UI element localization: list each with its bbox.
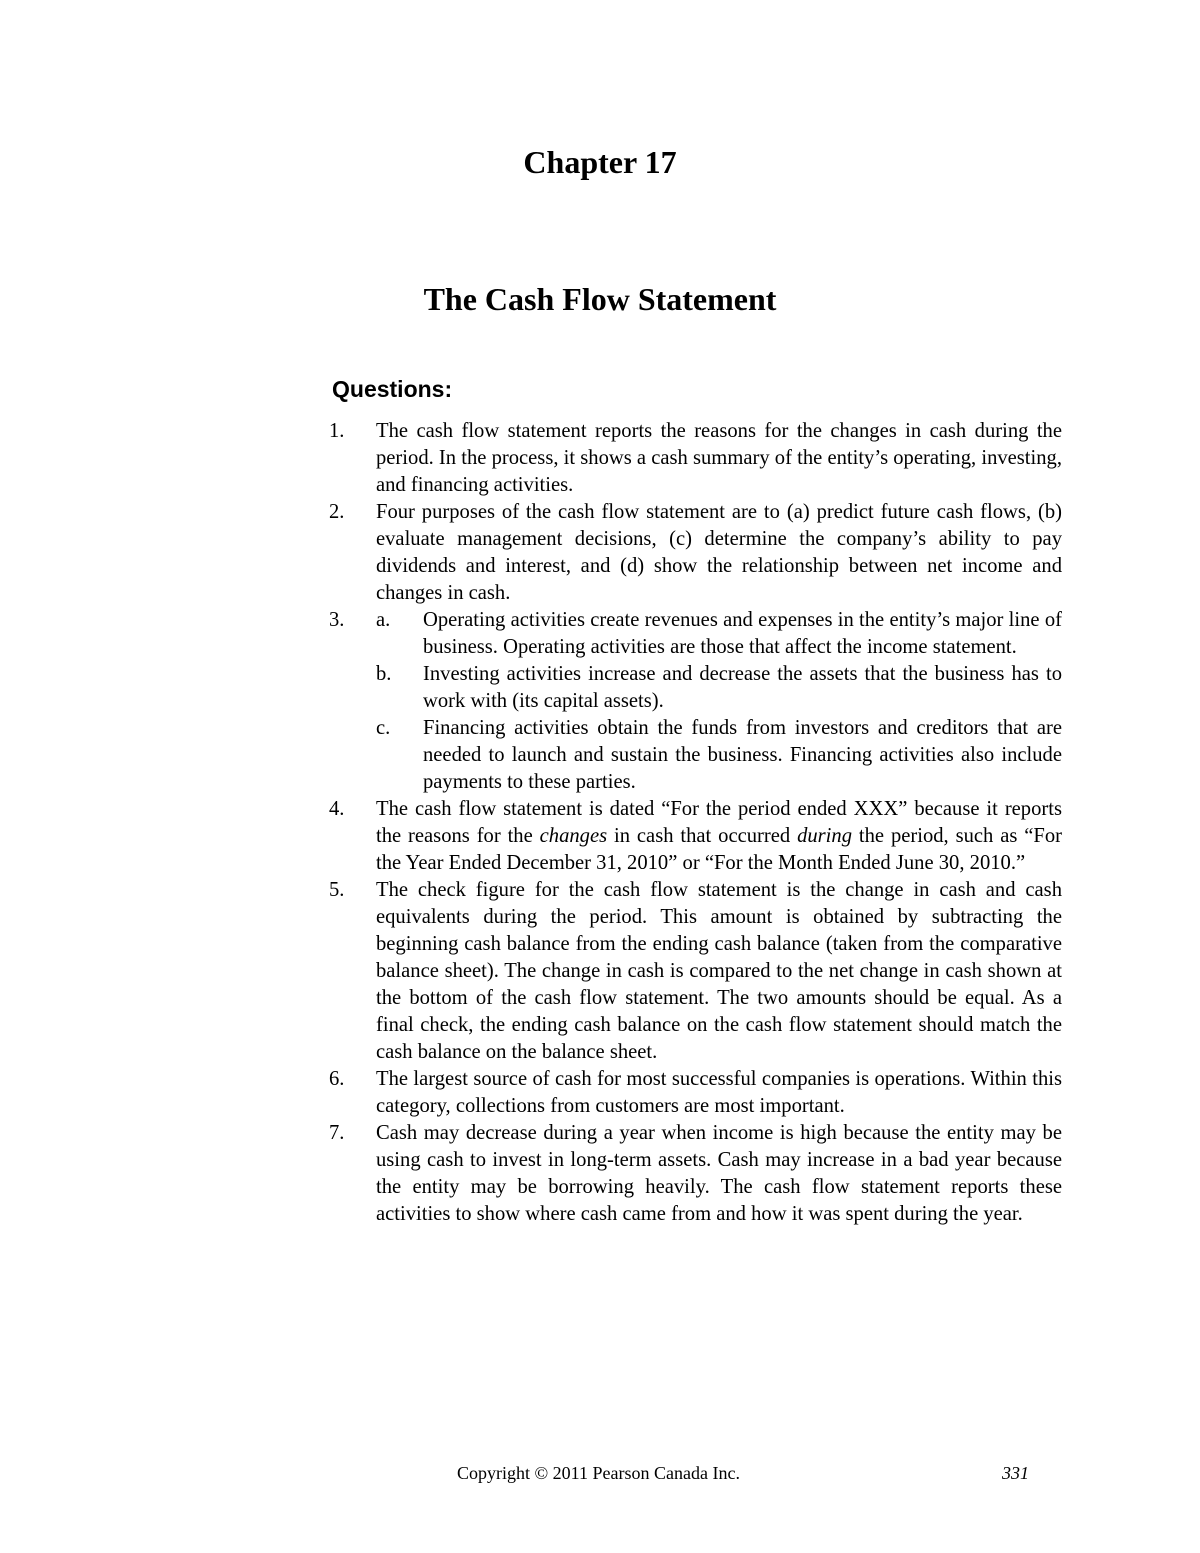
sub-answer-b xyxy=(376,661,1062,715)
sub-answer-letter: b. xyxy=(376,663,392,685)
question-number: 3. xyxy=(329,609,345,631)
question-item-6 xyxy=(329,1066,1062,1120)
question-text: Cash may decrease during a year when income is high because the entity may be using cash to invest in long-term assets. Cash may increase in a bad year because the entity may be borrowing heavily. The cash flow statement reports these activities to show where cash came from and how it was spent during the year. xyxy=(376,1122,1062,1225)
question-text: The cash flow statement reports the reasons for the changes in cash during the period. In the process, it shows a cash summary of the entity’s operating, investing, and financing activities. xyxy=(376,420,1062,496)
question-text-part: the period, such as “For the Year Ended December 31, 2010” or “For the Month Ended June 30, 2010.” xyxy=(376,825,1063,874)
question-number: 4. xyxy=(329,798,345,820)
question-number: 2. xyxy=(329,501,345,523)
question-item-5 xyxy=(329,877,1062,1066)
sub-answer-c xyxy=(376,715,1062,796)
question-text-part: in cash that occurred xyxy=(607,825,798,847)
question-text-part: The cash flow statement is dated “For the period ended XXX” because it reports the reasons for the xyxy=(376,798,1062,847)
question-item-3 xyxy=(329,607,1062,796)
questions-list xyxy=(329,418,1062,1228)
sub-answer-letter: a. xyxy=(376,609,391,631)
sub-answer-text: Investing activities increase and decrease the assets that the business has to work with (its capital assets). xyxy=(423,663,1062,712)
sub-answer-text: Operating activities create revenues and expenses in the entity’s major line of business. Operating activities are those that affect the income statement. xyxy=(423,609,1062,658)
page-number: 331 xyxy=(1002,1463,1029,1483)
sub-answer-a xyxy=(376,607,1062,661)
page-footer xyxy=(0,1460,1200,1486)
question-item-2 xyxy=(329,499,1062,607)
question-text: The check figure for the cash flow statement is the change in cash and cash equivalents during the period. This amount is obtained by subtracting the beginning cash balance from the ending cash balance (taken from the comparative balance sheet). The change in cash is compared to the net change in cash shown at the bottom of the cash flow statement. The two amounts should be equal. As a final check, the ending cash balance on the cash flow statement should match the cash balance on the balance sheet. xyxy=(376,879,1062,1063)
question-number: 7. xyxy=(329,1122,345,1144)
question-text xyxy=(376,798,1062,874)
question-item-7 xyxy=(329,1120,1062,1228)
question-text: The largest source of cash for most successful companies is operations. Within this category, collections from customers are most important. xyxy=(376,1068,1062,1117)
sub-answer-list xyxy=(376,607,1062,796)
sub-answer-text: Financing activities obtain the funds from investors and creditors that are needed to launch and sustain the business. Financing activities also include payments to these parties. xyxy=(423,717,1062,793)
chapter-heading: Chapter 17 xyxy=(523,144,677,180)
question-item-1 xyxy=(329,418,1062,499)
question-number: 6. xyxy=(329,1068,345,1090)
emphasis-changes: changes xyxy=(539,825,608,847)
question-number: 1. xyxy=(329,420,345,442)
copyright-notice: Copyright © 2011 Pearson Canada Inc. xyxy=(457,1463,740,1483)
page-title: The Cash Flow Statement xyxy=(423,281,777,317)
emphasis-during: during xyxy=(797,825,853,847)
questions-heading: Questions: xyxy=(332,376,453,402)
question-item-4 xyxy=(329,796,1062,877)
question-text: Four purposes of the cash flow statement are to (a) predict future cash flows, (b) evaluate management decisions, (c) determine the company’s ability to pay dividends and interest, and (d) show the relationship between net income and changes in cash. xyxy=(376,501,1062,604)
question-number: 5. xyxy=(329,879,345,901)
sub-answer-letter: c. xyxy=(376,717,391,739)
